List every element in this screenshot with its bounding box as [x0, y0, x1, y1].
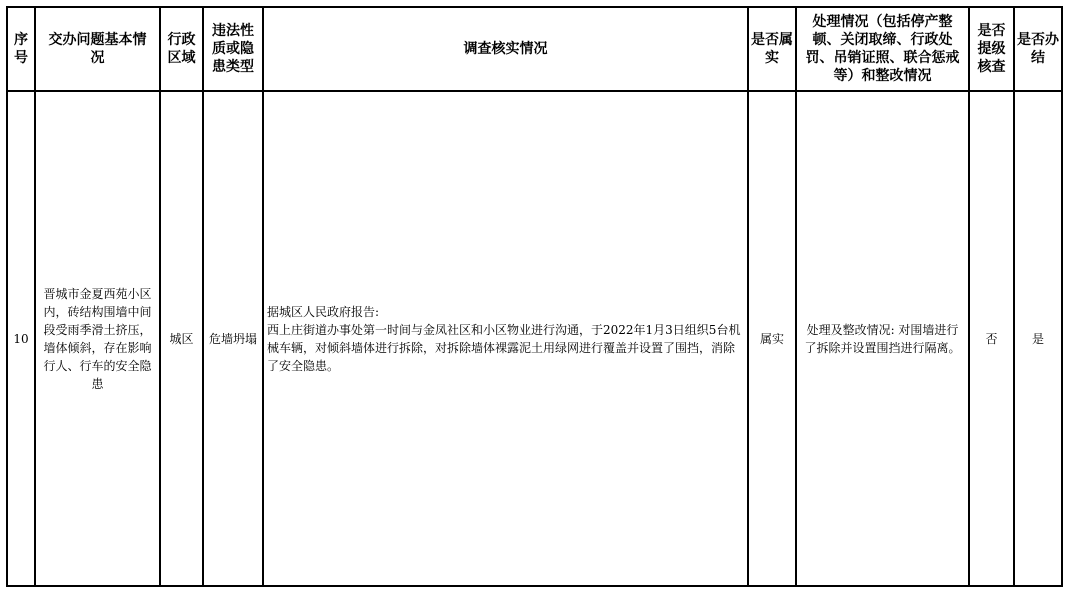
header-row: [7, 7, 1062, 91]
cell-closed: 是: [1014, 91, 1062, 586]
investigation-detail: 西上庄街道办事处第一时间与金凤社区和小区物业进行沟通，于2022年1月3日组织5台机械车辆，对倾斜墙体进行拆除，对拆除墙体裸露泥土用绿网进行覆盖并设置了围挡，消除了安全隐患。: [267, 322, 741, 373]
header-investigation: 调查核实情况: [263, 7, 748, 91]
cell-region: 城区: [160, 91, 203, 586]
header-region: 行政区域: [160, 7, 203, 91]
cell-review: 否: [969, 91, 1014, 586]
header-type: 违法性质或隐患类型: [203, 7, 263, 91]
investigation-source: 据城区人民政府报告:: [267, 304, 380, 319]
cell-issue: 晋城市金夏西苑小区内，砖结构围墙中间段受雨季滑土挤压，墙体倾斜，存在影响行人、行车的安全隐患: [35, 91, 160, 586]
header-issue: 交办问题基本情况: [35, 7, 160, 91]
cell-verified: 属实: [748, 91, 796, 586]
cell-type: 危墙坍塌: [203, 91, 263, 586]
cell-investigation: [263, 91, 748, 586]
cell-seq: 10: [7, 91, 35, 586]
header-closed: 是否办结: [1014, 7, 1062, 91]
table-row: [7, 91, 1062, 586]
header-verified: 是否属实: [748, 7, 796, 91]
cell-handling: 处理及整改情况: 对围墙进行了拆除并设置围挡进行隔离。: [796, 91, 969, 586]
case-table: [6, 6, 1063, 587]
header-handling: 处理情况（包括停产整顿、关闭取缔、行政处罚、吊销证照、联合惩戒等）和整改情况: [796, 7, 969, 91]
header-review: 是否提级核查: [969, 7, 1014, 91]
header-seq: 序号: [7, 7, 35, 91]
